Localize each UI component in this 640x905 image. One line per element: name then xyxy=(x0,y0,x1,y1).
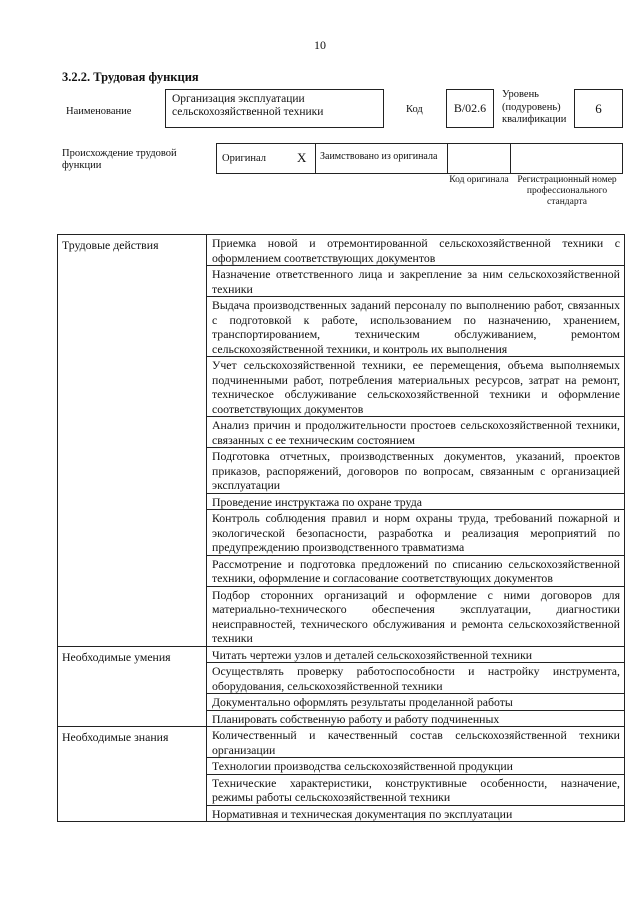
origin-label: Происхождение трудовой функции xyxy=(62,148,177,171)
origin-code-cell xyxy=(447,143,511,174)
item-cell: Рассмотрение и подготовка предложений по списанию сельскохозяйственной техники, оформление и согласование соответствующих документов xyxy=(207,555,625,586)
page-number: 10 xyxy=(314,38,326,52)
item-cell: Выдача производственных заданий персоналу по выполнению работ, связанных с подготовкой к работе, использованием по назначению, хранением, транспортированием, техническим обслуживанием, ремонтом сельскохозяйственной техники, и контроль их выполнения xyxy=(207,297,625,357)
item-cell: Читать чертежи узлов и деталей сельскохозяйственной техники xyxy=(207,646,625,663)
item-cell: Документально оформлять результаты проделанной работы xyxy=(207,694,625,711)
reg-number-cell xyxy=(510,143,623,174)
table-row xyxy=(58,235,625,266)
reg-caption: Регистрационный номер профессионального стандарта xyxy=(517,175,617,207)
original-label: Оригинал xyxy=(222,153,266,164)
item-cell: Количественный и качественный состав сельскохозяйственной техники организации xyxy=(207,727,625,758)
level-label: Уровень (подуровень) квалификации xyxy=(502,89,567,125)
item-cell: Проведение инструктажа по охране труда xyxy=(207,493,625,510)
borrowed-cell xyxy=(315,143,448,174)
name-value: Организация эксплуатации сельскохозяйственной техники xyxy=(165,89,384,128)
item-cell: Анализ причин и продолжительности простоев сельскохозяйственной техники, связанных с ее техническим состоянием xyxy=(207,417,625,448)
original-cell xyxy=(216,143,316,174)
code-caption: Код оригинала xyxy=(449,175,509,185)
category-cell: Трудовые действия xyxy=(58,235,207,647)
category-cell: Необходимые умения xyxy=(58,646,207,727)
item-cell: Учет сельскохозяйственной техники, ее перемещения, объема выполняемых подчиненными работ, потребления материальных ресурсов, затрат на ремонт, техническое обслуживание сельскохозяйственной техники и оформление соответствующих документов xyxy=(207,357,625,417)
item-cell: Планировать собственную работу и работу подчиненных xyxy=(207,710,625,727)
item-cell: Назначение ответственного лица и закрепление за ним сельскохозяйственной техники xyxy=(207,266,625,297)
original-mark: X xyxy=(297,150,307,165)
borrowed-label: Заимствовано из оригинала xyxy=(320,151,438,162)
item-cell: Контроль соблюдения правил и норм охраны труда, требований пожарной и экологической безопасности, разработка и реализация мероприятий по предупреждению производственного травматизма xyxy=(207,510,625,556)
code-label: Код xyxy=(406,104,423,115)
labor-function-table xyxy=(57,234,625,822)
item-cell: Нормативная и техническая документация по эксплуатации xyxy=(207,805,625,822)
item-cell: Осуществлять проверку работоспособности и настройку инструмента, оборудования, сельскохозяйственной техники xyxy=(207,663,625,694)
item-cell: Приемка новой и отремонтированной сельскохозяйственной техники с оформлением соответствующих документов xyxy=(207,235,625,266)
item-cell: Технические характеристики, конструктивные особенности, назначение, режимы работы сельскохозяйственной техники xyxy=(207,774,625,805)
category-cell: Необходимые знания xyxy=(58,727,207,822)
item-cell: Технологии производства сельскохозяйственной продукции xyxy=(207,758,625,775)
item-cell: Подготовка отчетных, производственных документов, указаний, проектов приказов, распоряжений, договоров по вопросам, связанным с организацией эксплуатации xyxy=(207,448,625,494)
code-value: В/02.6 xyxy=(446,89,494,128)
section-title: 3.2.2. Трудовая функция xyxy=(62,70,199,84)
table-row xyxy=(58,727,625,758)
name-label: Наименование xyxy=(66,106,132,117)
item-cell: Подбор сторонних организаций и оформление с ними договоров для материально-технического обеспечения эксплуатации, диагностики неисправностей, технического обслуживания и ремонта сельскохозяйственной техники xyxy=(207,586,625,646)
table-row xyxy=(58,646,625,663)
level-value: 6 xyxy=(574,89,623,128)
